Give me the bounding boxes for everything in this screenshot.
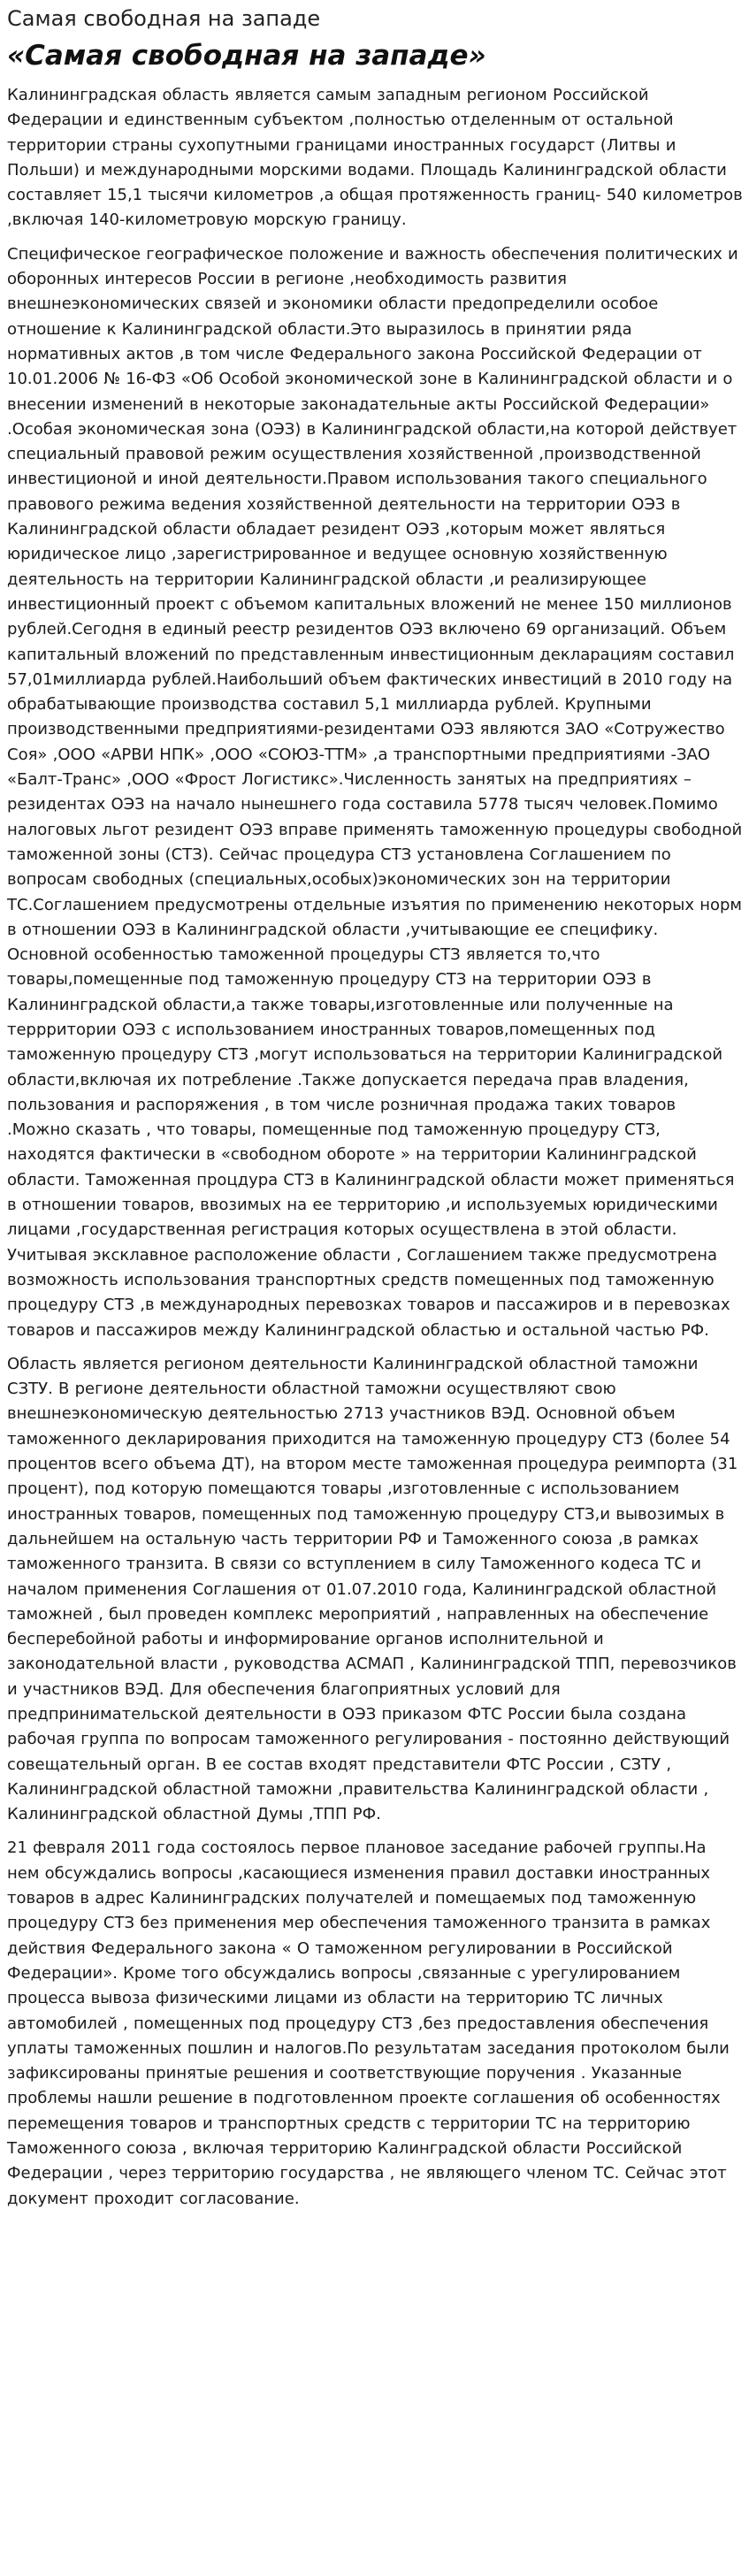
paragraph-sez: Специфическое географическое положение и важность обеспечения политических и оборонных интересов России в регионе ,необходимость развития внешнеэкономических связей и экономики области предопределили особое отношение к Калининградской области.Это выразилось в принятии ряда нормативных актов ,в том числе Федерального закона Российской Федерации от 10.01.2006 № 16-ФЗ «Об Особой экономической зоне в Калининградской области и о внесении изменений в некоторые законадательные акты Российской Федерации» .Особая экономическая зона (ОЭЗ) в Калининградской области,на которой действует специальный правовой режим осуществления хозяйственной ,производственной инвестиционой и иной деятельности.Правом использования такого специального правового режима ведения хозяйственной деятельности на территории ОЭЗ в Калининградской области обладает резидент ОЭЗ ,которым может являться юридическое лицо ,зарегистрированное и ведущее основную хозяйственную деятельность на территории Калининградской области ,и реализирующее инвестиционный проект с объемом капитальных вложений не менее 150 миллионов рублей.Сегодня в единый реестр резидентов ОЭЗ включено 69 организаций. Объем капитальный вложений по представленным инвестиционным декларациям составил 57,01миллиарда рублей.Наибольший объем фактических инвестиций в 2010 году на обрабатывающие производства составил 5,1 миллиарда рублей. Крупными производственными предприятиями-резидентами ОЭЗ являются ЗАО «Сотружество Соя» ,ООО «АРВИ НПК» ,ООО «СОЮЗ-ТТМ» ,а транспортными предприятиями -ЗАО «Балт-Транс» ,ООО «Фрост Логистикс».Численность занятых на предприятиях – резидентах ОЭЗ на начало нынешнего года составила 5778 тысяч человек.Помимо налоговых льгот резидент ОЭЗ вправе применять таможенную процедуры свободной таможенной зоны (СТЗ). Сейчас процедура СТЗ установлена Соглашением по вопросам свободных (специальных,особых)экономических зон на территории ТС.Соглашением предусмотрены отдельные изъятия по применению некоторых норм в отношении ОЭЗ в Калининградской области ,учитывающие ее специфику. Основной особенностью таможенной процедуры СТЗ является то,что товары,помещенные под таможенную процедуру СТЗ на территории ОЭЗ в Калининградской области,а также товары,изготовленные или полученные на терpритории ОЭЗ с использованием иностранных товаров,помещенных под таможенную процедуру СТЗ ,могут использоваться на территории Калиниградской области,включая их потребление .Также допускается передача прав владения, пользования и распоряжения , в том числе розничная продажа таких товаров .Можно сказать , что товары, помещенные под таможенную процедуру СТЗ, находятся фактически в «свободном обороте » на территории Калининградской области. Таможенная процдура СТЗ в Калининградской области может применяться в отношении товаров, ввозимых на ее территорию ,и используемых юридическими лицами ,государственная регистрация которых осуществлена в этой области. Учитывая эксклавное расположение области , Соглашением также предусмотрена возможность использования транспортных средств помещенных под таможенную процедуру СТЗ ,в международных перевозках товаров и пассажиров и в перевозках товаров и пассажиров между Калининградской областью и остальной частью РФ. xyxy=(7,244,743,1340)
paragraph-intro: Калининградская область является самым западным регионом Российской Федерации и единственным субъектом ,полностью отделенным от остальной территории страны сухопутными границами иностранных государст (Литвы и Польши) и международными морскими водами. Площадь Калининградской области составляет 15,1 тысячи километров ,а общая протяженность границ- 540 километров ,включая 140-километровую морскую границу. xyxy=(7,86,743,230)
article-heading: «Самая свободная на западе» xyxy=(7,40,486,72)
paragraph-customs: Область является регионом деятельности Калининградской областной таможни СЗТУ. В регионе деятельности областной таможни осуществляют свою внешнеэкономическую деятельностью 2713 участников ВЭД. Основной объем таможенного декларирования приходится на таможенную процедуру СТЗ (более 54 процентов всего объема ДТ), на втором месте таможенная процедура реимпорта (31 процент), под которую помещаются товары ,изготовленные с использованием иностранных товаров, помещенных под таможенную процедуру СТЗ,и вывозимых в дальнейшем на остальную часть территории РФ и Таможенного союза ,в рамках таможенного транзита. В связи со вступлением в силу Таможенного кодеса ТС и началом применения Соглашения от 01.07.2010 года, Калининградской областной таможней , был проведен комплекс мероприятий , направленных на обеспечение бесперебойной работы и информирование органов исполнительной и законодательной власти , руководства АСМАП , Калининградской ТПП, перевозчиков и участников ВЭД. Для обеспечения благоприятных условий для предпринимательской деятельности в ОЭЗ приказом ФТС России была создана рабочая группа по вопросам таможенного регулирования - постоянно действующий совещательный орган. В ее состав входят представители ФТС России , СЗТУ , Калининградской областной таможни ,правительства Калининградской области , Калининградской областной Думы ,ТПП РФ. xyxy=(7,1354,738,1824)
paragraph-working-group: 21 февраля 2011 года состоялось первое плановое заседание рабочей группы.На нем обсуждались вопросы ,касающиеся изменения правил доставки иностранных товаров в адрес Калининградских получателей и помещаемых под таможенную процедуру СТЗ без применения мер обеспечения таможенного транзита в рамках действия Федерального закона « О таможенном регулировании в Российской Федерации». Кроме того обсуждались вопросы ,связанные с урегулированием процесса вывоза физическими лицами из области на территорию ТС личных автомобилей , помещенных под процедуру СТЗ ,без предоставления обеспечения уплаты таможенных пошлин и налогов.По результатам заседания протоколом были зафиксированы принятые решения и соответствующие поручения . Указанные проблемы нашли решение в подготовленном проекте соглашения об особенностях перемещения товаров и транспортных средств с территории ТС на территорию Таможенного союза , включая территорию Калинградской области Российской Федерации , через территорию государства , не являющего членом ТС. Сейчас этот документ проходит согласование. xyxy=(7,1838,730,2208)
document-title: Самая свободная на западе xyxy=(7,6,321,31)
